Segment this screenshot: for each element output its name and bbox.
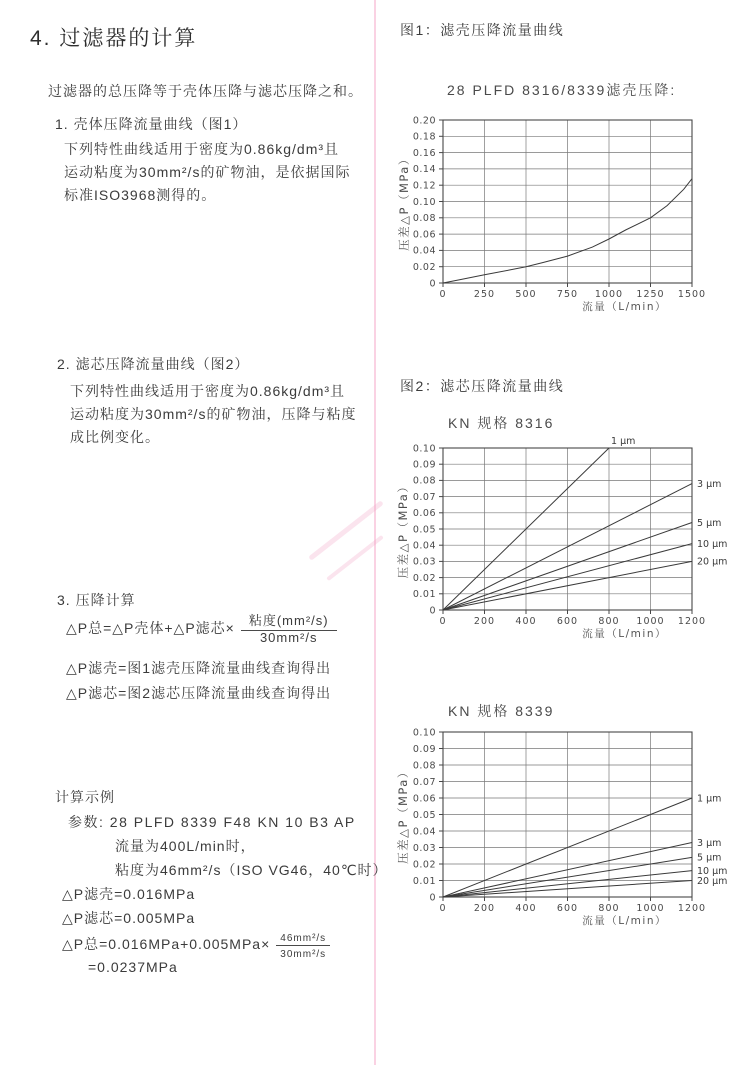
- svg-text:0.03: 0.03: [412, 556, 436, 568]
- formula-denominator: 30mm²/s: [259, 630, 318, 645]
- svg-text:0.06: 0.06: [412, 793, 436, 805]
- formula-note-1: △P滤壳=图1滤壳压降流量曲线查询得出: [66, 660, 332, 676]
- svg-text:0: 0: [439, 616, 447, 627]
- svg-text:0.04: 0.04: [412, 540, 436, 552]
- watermark-streak: [308, 500, 384, 561]
- svg-text:600: 600: [556, 616, 579, 627]
- svg-text:1000: 1000: [636, 616, 665, 627]
- svg-text:1500: 1500: [677, 289, 707, 300]
- svg-text:0.06: 0.06: [412, 229, 436, 241]
- svg-text:20 μm: 20 μm: [697, 875, 728, 887]
- svg-text:400: 400: [515, 903, 537, 914]
- example-viscosity-line: 粘度为46mm²/s（ISO VG46，40℃时）: [115, 862, 388, 878]
- svg-text:0.02: 0.02: [412, 859, 436, 871]
- svg-text:流量（L/min）: 流量（L/min）: [582, 301, 667, 313]
- figure-1-label: 图1：滤壳压降流量曲线: [400, 22, 565, 38]
- svg-text:0.10: 0.10: [412, 727, 436, 739]
- example-element-dp: △P滤芯=0.005MPa: [62, 910, 196, 926]
- chart-3-title: KN 规格 8339: [448, 703, 555, 719]
- svg-text:0.16: 0.16: [412, 147, 436, 159]
- svg-text:0: 0: [439, 903, 447, 914]
- svg-text:0.02: 0.02: [412, 262, 436, 273]
- page-title: 4. 过滤器的计算: [30, 27, 198, 50]
- section-3-heading: 3. 压降计算: [57, 592, 136, 608]
- section-2-line: 下列特性曲线适用于密度为0.86kg/dm³且: [70, 383, 346, 399]
- svg-text:500: 500: [515, 289, 537, 300]
- formula-numerator: 粘度(mm²/s): [241, 613, 337, 631]
- svg-text:800: 800: [598, 616, 620, 627]
- section-1-line: 下列特性曲线适用于密度为0.86kg/dm³且: [64, 141, 340, 157]
- svg-text:5 μm: 5 μm: [697, 517, 722, 529]
- chart-shell-pressure-drop: [395, 108, 743, 316]
- svg-text:250: 250: [473, 289, 496, 300]
- figure-2-label: 图2：滤芯压降流量曲线: [400, 378, 565, 394]
- svg-text:0.07: 0.07: [412, 491, 436, 503]
- formula-lhs: △P总=△P壳体+△P滤芯×: [66, 619, 235, 636]
- svg-text:0.05: 0.05: [412, 524, 436, 536]
- svg-text:0.12: 0.12: [412, 180, 436, 192]
- example-result: =0.0237MPa: [88, 959, 178, 975]
- svg-text:3 μm: 3 μm: [697, 837, 722, 849]
- intro-text: 过滤器的总压降等于壳体压降与滤芯压降之和。: [48, 83, 363, 99]
- svg-text:0: 0: [439, 289, 447, 300]
- section-1-line: 运动粘度为30mm²/s的矿物油，是依据国际: [64, 164, 351, 180]
- svg-text:800: 800: [598, 903, 620, 914]
- svg-text:600: 600: [556, 903, 579, 914]
- example-formula-numerator: 46mm²/s: [276, 933, 330, 946]
- svg-text:0.01: 0.01: [412, 589, 436, 601]
- formula-note-2: △P滤芯=图2滤芯压降流量曲线查询得出: [66, 685, 332, 701]
- svg-text:0.03: 0.03: [412, 842, 436, 854]
- svg-text:压差△P（MPa）: 压差△P（MPa）: [396, 765, 410, 864]
- svg-text:200: 200: [473, 616, 496, 627]
- svg-text:0.08: 0.08: [412, 760, 436, 772]
- chart-2-title: KN 规格 8316: [448, 415, 555, 431]
- chart-element-pressure-drop-8316: [395, 434, 743, 646]
- svg-text:10 μm: 10 μm: [697, 538, 728, 550]
- column-divider-line: [374, 0, 376, 1065]
- svg-text:0.10: 0.10: [412, 196, 436, 208]
- svg-text:1 μm: 1 μm: [611, 436, 636, 447]
- section-2-heading: 2. 滤芯压降流量曲线（图2）: [57, 356, 250, 372]
- svg-text:400: 400: [515, 616, 537, 627]
- svg-text:1000: 1000: [636, 903, 665, 914]
- svg-text:0.14: 0.14: [412, 164, 436, 176]
- svg-text:200: 200: [473, 903, 496, 914]
- svg-text:0.04: 0.04: [412, 826, 436, 838]
- svg-text:0.02: 0.02: [412, 572, 436, 584]
- svg-text:1250: 1250: [636, 289, 665, 300]
- svg-text:0.20: 0.20: [412, 115, 436, 127]
- section-2-line: 成比例变化。: [70, 429, 160, 445]
- svg-text:0: 0: [429, 892, 436, 904]
- svg-text:压差△P（MPa）: 压差△P（MPa）: [396, 479, 410, 579]
- svg-text:750: 750: [556, 289, 579, 300]
- example-formula-lhs: △P总=0.016MPa+0.005MPa×: [62, 936, 271, 952]
- example-formula-fraction: [276, 928, 330, 960]
- svg-text:1 μm: 1 μm: [697, 793, 722, 805]
- section-1-heading: 1. 壳体压降流量曲线（图1）: [55, 116, 248, 132]
- example-formula-denominator: 30mm²/s: [280, 949, 327, 960]
- section-2-line: 运动粘度为30mm²/s的矿物油，压降与粘度: [70, 406, 357, 422]
- svg-text:0.08: 0.08: [412, 213, 436, 225]
- formula-fraction: [241, 610, 337, 645]
- svg-text:3 μm: 3 μm: [697, 478, 722, 490]
- example-heading: 计算示例: [55, 789, 115, 805]
- svg-text:0.18: 0.18: [412, 131, 436, 143]
- chart-1-title: 28 PLFD 8316/8339滤壳压降:: [447, 82, 677, 98]
- svg-text:0.07: 0.07: [412, 776, 436, 788]
- svg-text:流量（L/min）: 流量（L/min）: [582, 915, 667, 927]
- svg-text:压差△P（MPa）: 压差△P（MPa）: [397, 152, 411, 251]
- total-pressure-formula: [66, 610, 337, 645]
- svg-text:10 μm: 10 μm: [697, 865, 728, 877]
- example-shell-dp: △P滤壳=0.016MPa: [62, 886, 196, 902]
- svg-text:5 μm: 5 μm: [697, 852, 722, 864]
- svg-text:0.08: 0.08: [412, 475, 436, 487]
- example-flow-line: 流量为400L/min时，: [115, 838, 256, 854]
- svg-text:0.04: 0.04: [412, 245, 436, 257]
- svg-text:0.06: 0.06: [412, 508, 436, 520]
- svg-text:20 μm: 20 μm: [697, 556, 728, 568]
- svg-text:1200: 1200: [677, 616, 707, 627]
- svg-text:0.05: 0.05: [412, 809, 436, 821]
- svg-text:0.09: 0.09: [412, 459, 436, 471]
- section-1-line: 标准ISO3968测得的。: [64, 187, 217, 203]
- chart-element-pressure-drop-8339: [395, 722, 743, 932]
- svg-text:0: 0: [429, 278, 436, 290]
- svg-text:0.09: 0.09: [412, 743, 436, 755]
- svg-text:1000: 1000: [594, 289, 624, 300]
- svg-text:0: 0: [429, 605, 436, 617]
- svg-text:0.01: 0.01: [412, 875, 436, 887]
- svg-text:0.10: 0.10: [412, 443, 436, 455]
- svg-text:流量（L/min）: 流量（L/min）: [582, 628, 667, 640]
- example-param-line: 参数: 28 PLFD 8339 F48 KN 10 B3 AP: [68, 814, 356, 830]
- svg-text:1200: 1200: [677, 903, 707, 914]
